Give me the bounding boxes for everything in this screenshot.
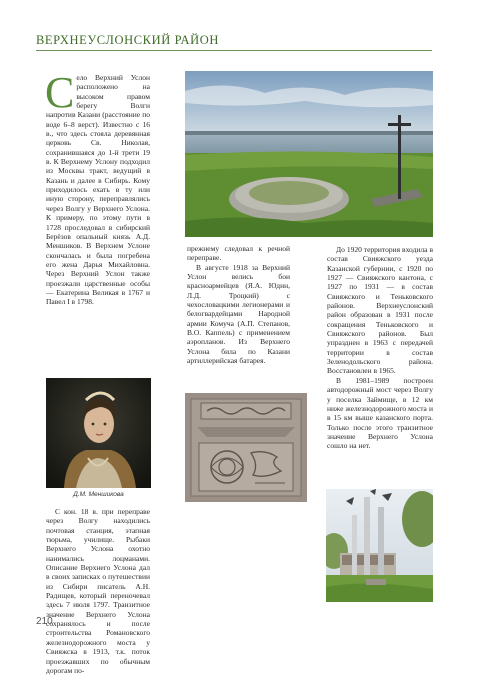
column-2-text xyxy=(187,244,290,365)
column-1-continued-text xyxy=(46,507,150,675)
paragraph-ferry: прежнему следовал к речной переправе. xyxy=(187,244,290,263)
page-number: 210 xyxy=(36,616,53,627)
carved-stone-photo xyxy=(185,393,307,502)
paragraph-1918: В августе 1918 за Верхний Услон велись бои красноармейцев (Я.А. Юдин, Л.Д. Троцкий) с чехословацкими легионерами и белогвардейцами Народной армии Комуча (А.П. Степанов, В.О. Каппель) с применением аэропланов. Из Верхнего Услона била по Казани артиллерийская батарея. xyxy=(187,262,290,366)
portrait-caption: Д.М. Меншикова xyxy=(73,491,124,498)
monument-landscape-photo xyxy=(185,71,433,237)
page-title: ВЕРХНЕУСЛОНСКИЙ РАЙОН xyxy=(36,33,220,47)
title-divider xyxy=(36,50,432,51)
memorial-photo xyxy=(326,489,433,602)
drop-cap: С xyxy=(45,68,75,117)
paragraph-intro xyxy=(45,68,150,307)
column-1-text xyxy=(45,68,150,307)
paragraph-station: С кон. 18 в. при переправе через Волгу находились почтовая станция, этапная тюрьма, училище. Рыбаки Верхнего Услона охотно нанимались лоцманами. Описание Верхнего Услона дал в своих записках о путешествии из Сибири писатель А.Н. Радищев, который переночевал здесь 7 июля 1797. Транзитное значение Верхнего Услона сохранялось и после строительства Романовского железнодорожного моста у Свияжска в 1913, т.к. поток проезжавших по обычным дорогам по- xyxy=(46,507,150,675)
paragraph-territory: До 1920 территория входила в состав Свияжского уезда Казанской губернии, с 1920 по 1927 — Свияжского кантона, с 1927 по 1931 — в состав Свияжского и Теньковского районов. Верхнеуслонский район образован в 1931 после сокращения Теньковского и Свияжского районов. Был упразднен в 1963 с передачей территории в состав Зеленодольского района. Восстановлен в 1965. xyxy=(327,245,433,376)
paragraph-bridge: В 1981–1989 построен автодорожный мост через Волгу у поселка Займище, в 12 км ниже железнодорожного моста и в 15 км выше казанского порта. Только после этого транзитное значение Верхнего Услона сошло на нет. xyxy=(327,375,433,451)
portrait-photo xyxy=(46,378,151,488)
column-3-text xyxy=(327,245,433,451)
paragraph-intro-text: ело Верхний Услон расположено на высоком правом берегу Волги напротив Казани (расстояние по воде 6–8 верст). Известно с 16 в., что здесь стояла деревянная церковь Св. Николая, сохранившаяся до 1-й трети 19 в. К Верхнему Услону подходил из Москвы тракт, ведущий в Казань и далее в Сибирь. Кому приходилось ехать в ту или иную сторону, переправлялись через Волгу у Верхнего Услона. К примеру, по этому пути в 1728 проследовал в сибирский Берёзов опальный князь А.Д. Меншиков. В Верхнем Услоне скончалась и была погребена его жена Дарья Михайловна. Через Верхний Услон также проезжали царственные особы — Екатерина Великая в 1767 и Павел I в 1798. xyxy=(46,73,150,307)
